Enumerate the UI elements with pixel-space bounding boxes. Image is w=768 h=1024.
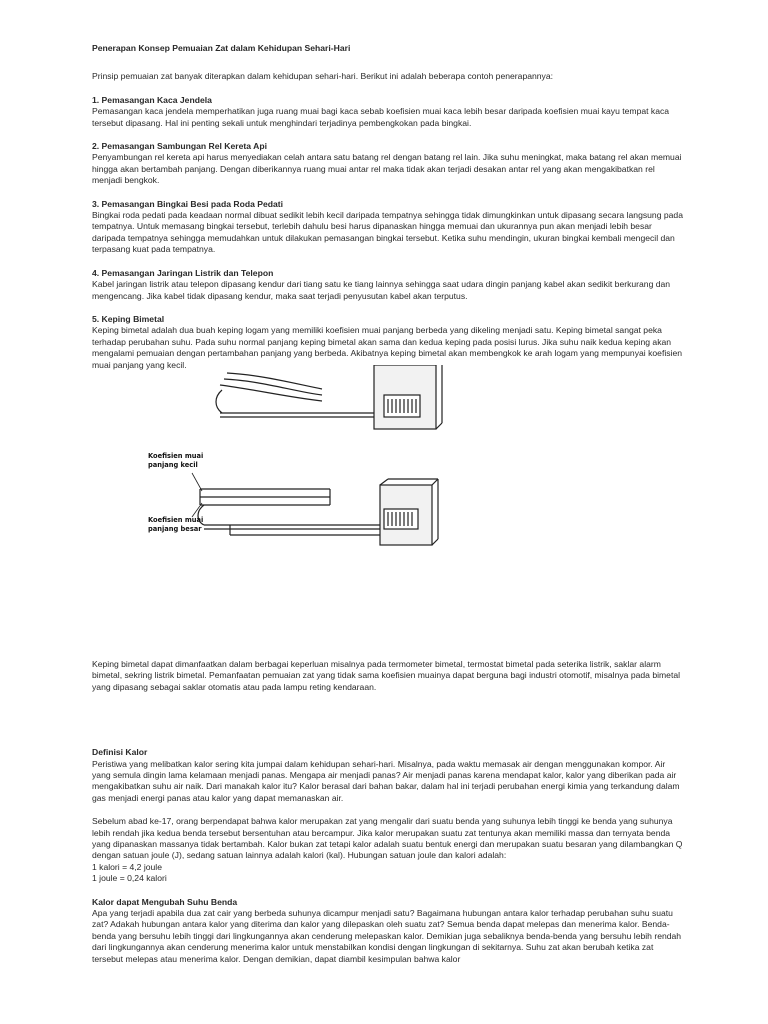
section-heading: 4. Pemasangan Jaringan Listrik dan Telepon (92, 267, 274, 278)
intro-paragraph: Prinsip pemuaian zat banyak diterapkan dalam kehidupan sehari-hari. Berikut ini adalah beberapa contoh penerapannya: (92, 71, 554, 82)
section-heading: Kalor dapat Mengubah Suhu Benda (92, 896, 238, 907)
bimetal-straight (192, 473, 438, 545)
document-title: Penerapan Konsep Pemuaian Zat dalam Kehidupan Sehari-Hari (92, 43, 351, 53)
bimetal-use-paragraph: Keping bimetal dapat dimanfaatkan dalam berbagai keperluan misalnya pada termometer bimetal, termostat bimetal pada seterika listrik, saklar alarm bimetal, sekring listrik bimetal. Pemanfaatan pemuaian zat yang tidak sama koefisien muainya dapat berguna bagi industri otomotif, misalnya pada bimetal yang dipasang sebagai saklar otomatis atau pada lampu reting kendaraan. (92, 658, 681, 692)
section-heading: 1. Pemasangan Kaca Jendela (92, 94, 212, 105)
section-text: Sebelum abad ke-17, orang berpendapat bahwa kalor merupakan zat yang mengalir dari suatu benda yang suhunya lebih tinggi ke benda yang suhunya lebih rendah jika kedua benda tersebut bersentuhan atau bercampur. Jika kalor merupakan suatu zat tentunya akan memiliki massa dan ternyata benda yang dipanaskan massanya tidak bertambah. Kalor bukan zat tetapi kalor adalah suatu bentuk energi dan merupakan suatu besaran yang dilambangkan Q dengan satuan joule (J), sedang satuan lainnya adalah kalori (kal). Hubungan satuan joule dan kalori adalah: (92, 816, 683, 861)
section-text: Keping bimetal adalah dua buah keping logam yang memiliki koefisien muai panjang berbeda yang dikeling menjadi satu. Keping bimetal sangat peka terhadap perubahan suhu. Pada suhu normal panjang keping bimetal akan sama dan kedua keping pada posisi lurus. Jika suhu naik kedua keping akan mengalami pemuaian dengan pertambahan panjang yang berbeda. Akibatnya keping bimetal akan membengkok ke arah logam yang mempunyai koefisien muai panjang yang kecil. (92, 325, 683, 370)
bimetal-figure (92, 365, 684, 659)
bimetal-diagram (92, 365, 684, 659)
section-heading: 3. Pemasangan Bingkai Besi pada Roda Pedati (92, 198, 284, 209)
section-text: Peristiwa yang melibatkan kalor sering kita jumpai dalam kehidupan sehari-hari. Misalnya, pada waktu memasak air dengan menggunakan kompor. Air yang semula dingin lama kelamaan menjadi panas. Mengapa air menjadi panas? Air menjadi panas karena mendapat kalor, kalor yang diberikan pada air mengakibatkan suhu air naik. Dari manakah kalor itu? Kalor berasal dari bahan bakar, dalam hal ini terjadi perubahan energi kimia yang terkandung dalam gas menjadi energi panas atau kalor yang dapat memanaskan air. (92, 758, 680, 803)
bimetal-bent (216, 365, 442, 429)
section-text: Penyambungan rel kereta api harus menyediakan celah antara satu batang rel dengan batang rel lain. Jika suhu meningkat, maka batang rel akan memuai hingga akan bertambah panjang. Dengan diberikannya ruang muai antar rel maka tidak akan terjadi desakan antar rel yang akan mengakibatkan rel menjadi bengkok. (92, 152, 682, 186)
section-2 (92, 141, 684, 187)
section-text: Apa yang terjadi apabila dua zat cair yang berbeda suhunya dicampur menjadi satu? Bagaimana hubungan antara kalor terhadap perubahan suhu suatu zat? Adakah hubungan antara kalor yang diterima dan kalor yang dilepaskan oleh suatu zat? Semua benda dapat melepas dan menerima kalor. Benda-benda yang bersuhu lebih tinggi dari lingkungannya akan cenderung melepaskan kalor. Demikian juga sebaliknya benda-benda yang bersuhu lebih rendah dari lingkungannya akan cenderung menerima kalor untuk menstabilkan kondisi dengan lingkungan di sekitarnya. Suhu zat akan berubah ketika zat tersebut melepas atau menerima kalor. Dengan demikian, dapat diambil kesimpulan bahwa kalor (92, 908, 682, 964)
section-1 (92, 95, 684, 129)
document-page (92, 43, 684, 977)
section-text: Pemasangan kaca jendela memperhatikan juga ruang muai bagi kaca sebab koefisien muai kaca lebih besar daripada koefisien muai kayu tempat kaca tersebut dipasang. Hal ini penting sekali untuk menghindari terjadinya pembengkokan pada bingkai. (92, 106, 670, 128)
kalor-paragraph-2 (92, 816, 684, 884)
suhu-section (92, 897, 684, 965)
conversion-line: 1 kalori = 4,2 joule (92, 861, 162, 872)
label-small-coefficient: Koefisien muai panjang kecil (148, 450, 204, 469)
section-heading: 5. Keping Bimetal (92, 313, 165, 324)
section-heading: 2. Pemasangan Sambungan Rel Kereta Api (92, 141, 267, 152)
conversion-line: 1 joule = 0,24 kalori (92, 873, 167, 884)
section-text: Bingkai roda pedati pada keadaan normal dibuat sedikit lebih kecil daripada tempatnya sehingga tidak dimungkinkan untuk dipasang secara langsung pada tempatnya. Untuk memasang bingkai tersebut, terlebih dahulu besi harus dipanaskan hingga memuai dan ukurannya pun akan menjadi lebih besar daripada tempatnya sehingga memudahkan untuk dilakukan pemasangan bingkai tersebut. Ketika suhu mendingin, ukuran bingkai kembali mengecil dan terpasang kuat pada tempatnya. (92, 210, 683, 255)
label-large-coefficient: Koefisien muai panjang besar (148, 514, 204, 533)
section-3 (92, 199, 684, 256)
section-5 (92, 314, 684, 371)
section-text: Kabel jaringan listrik atau telepon dipasang kendur dari tiang satu ke tiang lainnya sehingga saat udara dingin panjang kabel akan sedikit berkurang dan mengencang. Jika kabel tidak dipasang kendur, maka saat terjadi penyusutan kabel akan terputus. (92, 279, 671, 301)
kalor-section (92, 747, 684, 804)
section-4 (92, 268, 684, 302)
section-heading: Definisi Kalor (92, 747, 148, 758)
